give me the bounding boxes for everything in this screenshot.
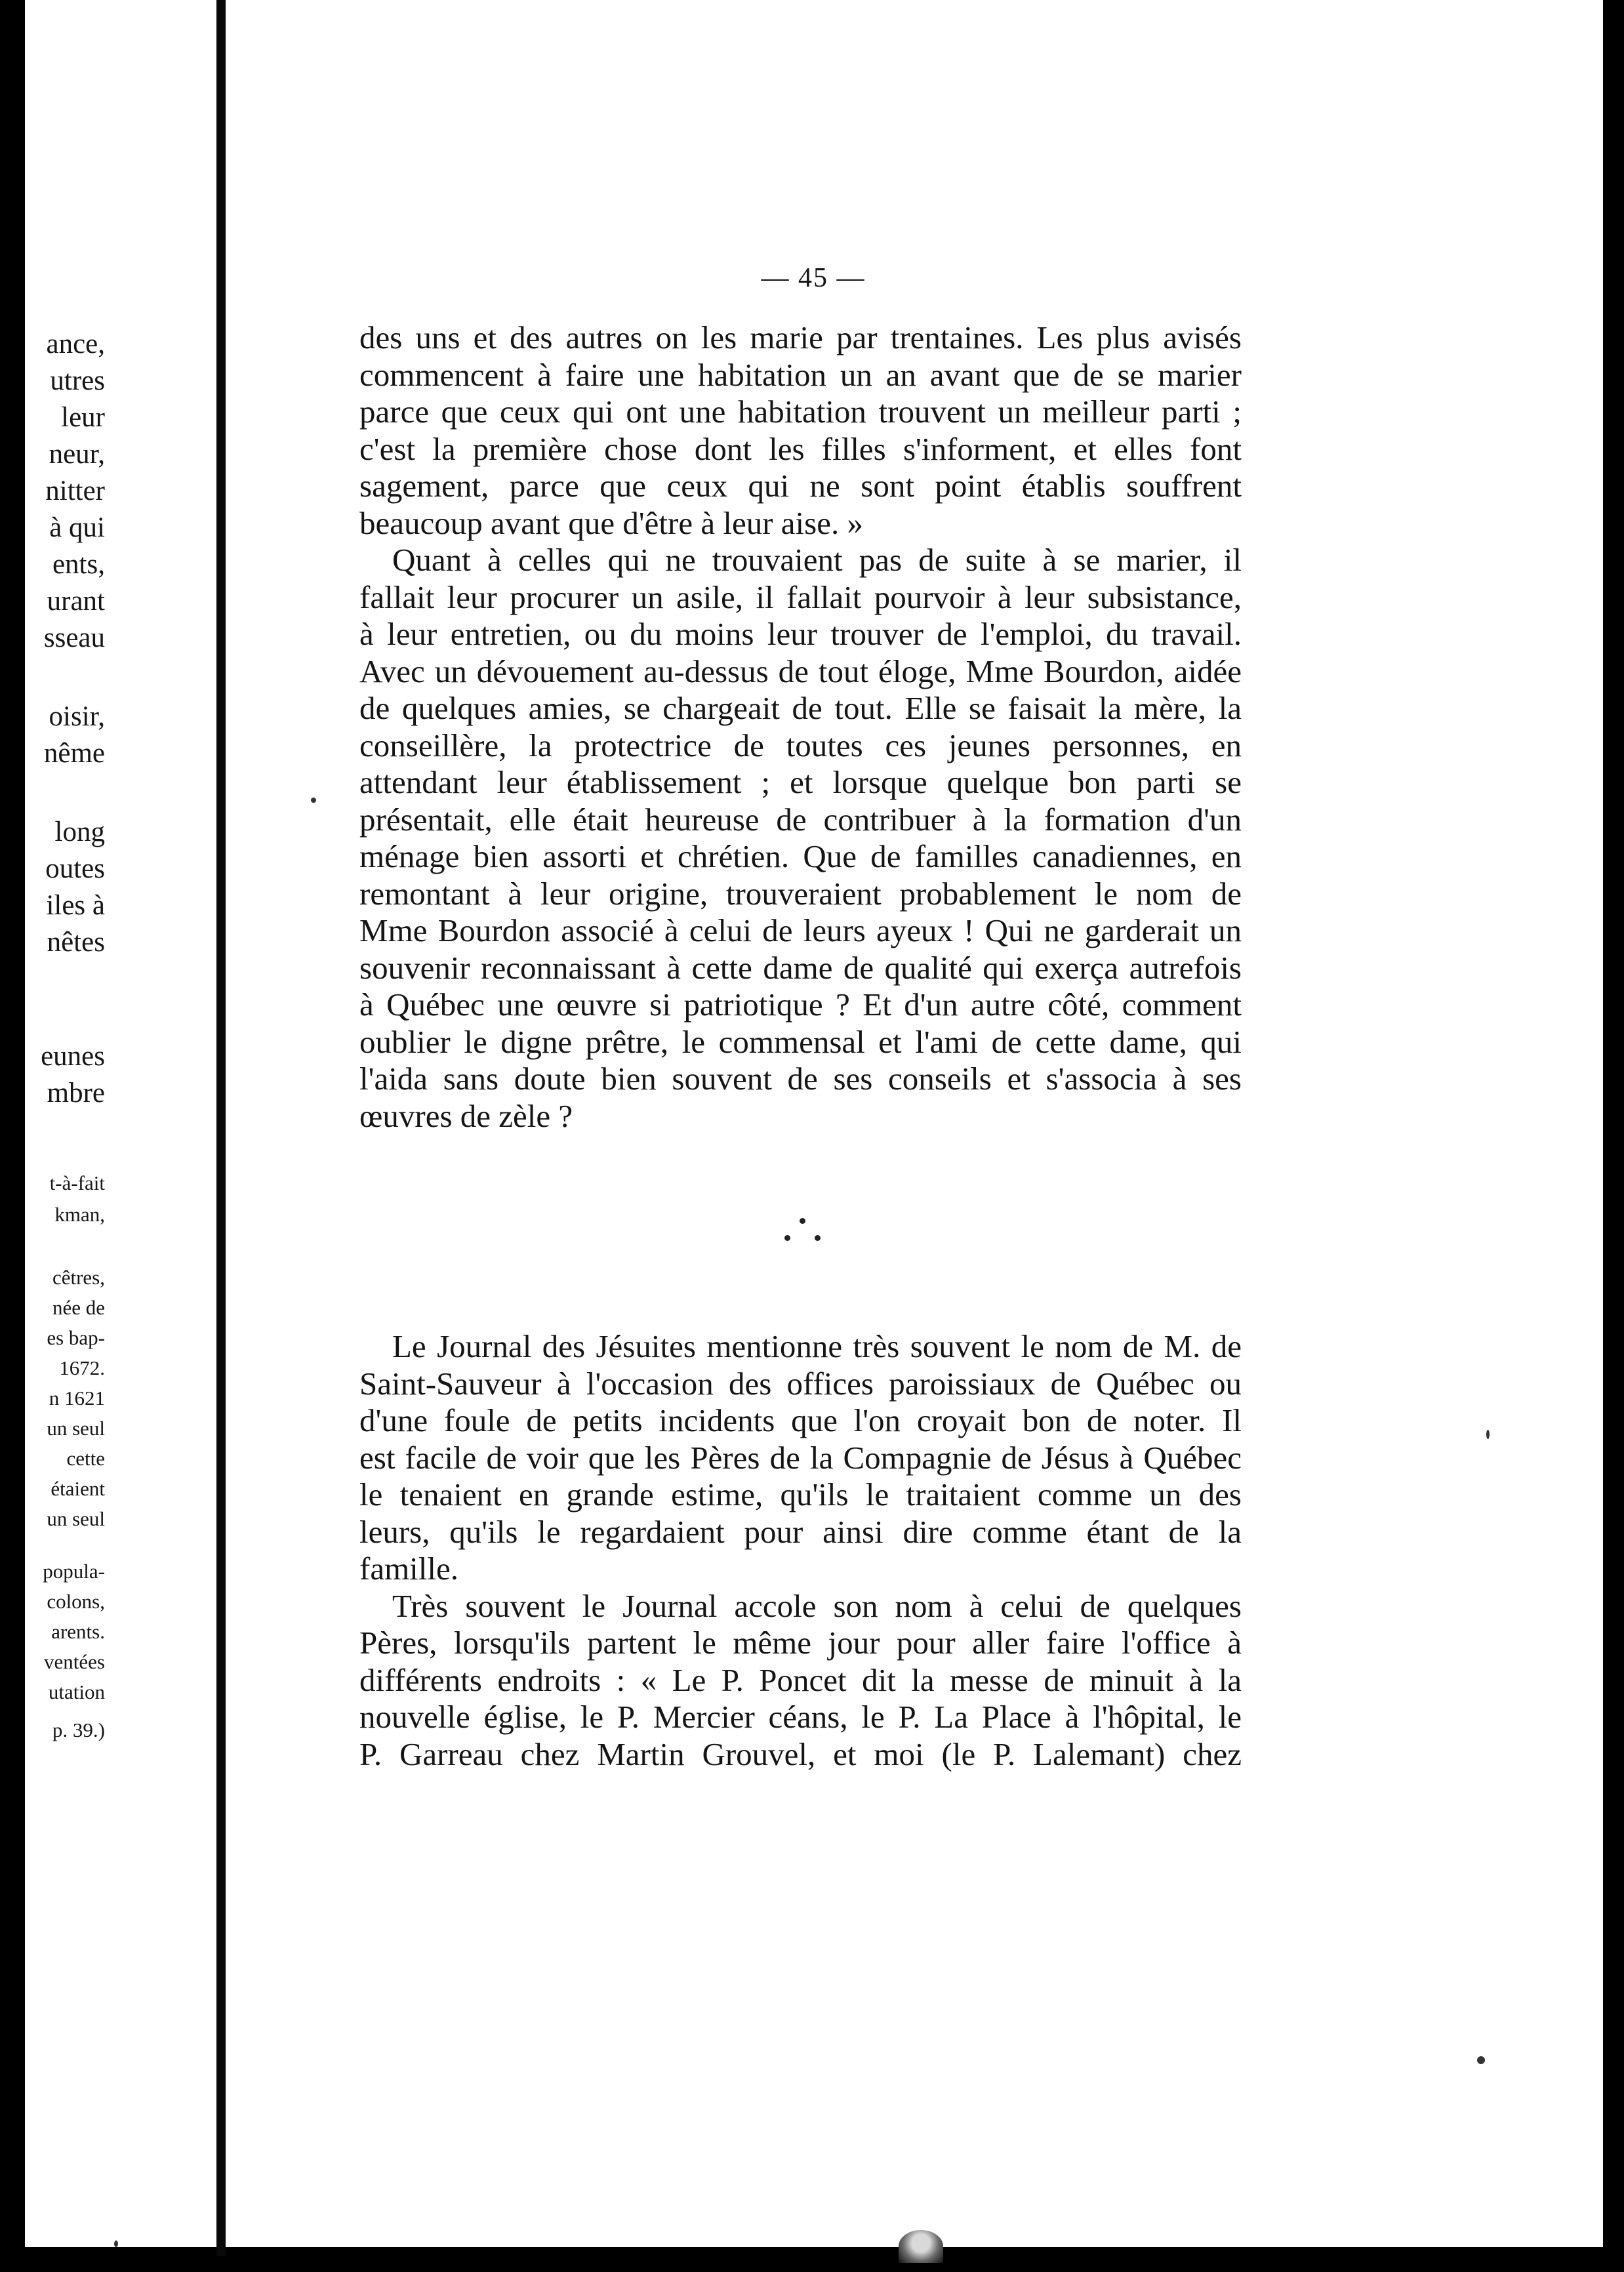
text-line: beaucoup avant que d'être à leur aise. » xyxy=(359,504,863,541)
prev-fragment: neur, xyxy=(49,439,105,470)
prev-note-fragment: t-à-fait xyxy=(49,1171,105,1194)
scan-border-bottom xyxy=(0,2247,1624,2272)
text-line: nouvelle église, le P. Mercier céans, le P. La Place à l'hôpital, le xyxy=(359,1699,1242,1735)
text-line: conseillère, la protectrice de toutes ces jeunes personnes, en xyxy=(359,727,1242,763)
text-line: Pères, lorsqu'ils partent le même jour pour aller faire l'office à xyxy=(359,1625,1242,1661)
text-line: à leur entretien, ou du moins leur trouver de l'emploi, du travail. xyxy=(359,616,1242,652)
text-line: fallait leur procurer un asile, il fallait pourvoir à leur subsistance, xyxy=(359,578,1242,615)
page-gutter xyxy=(216,0,226,2256)
prev-fragment: oisir, xyxy=(49,701,105,732)
prev-fragment: outes xyxy=(45,853,105,884)
prev-fragment: leur xyxy=(61,402,105,433)
text-line: Très souvent le Journal accole son nom à celui de quelques xyxy=(392,1587,1242,1624)
prev-fragment: ance, xyxy=(46,329,105,359)
prev-fragment: mbre xyxy=(47,1078,105,1108)
prev-fragment: urant xyxy=(47,586,105,617)
text-line: Le Journal des Jésuites mentionne très souvent le nom de M. de xyxy=(392,1328,1242,1364)
body-text-top xyxy=(359,319,1242,1135)
text-line: souvenir reconnaissant à cette dame de qualité qui exerça autrefois xyxy=(359,949,1242,986)
prev-fragment: sseau xyxy=(43,622,105,653)
prev-note-fragment: 1672. xyxy=(59,1356,105,1379)
prev-note-fragment: arents. xyxy=(51,1620,105,1643)
text-line: présentait, elle était heureuse de contribuer à la formation d'un xyxy=(359,801,1242,838)
prev-fragment: nême xyxy=(43,738,105,769)
prev-fragment: utres xyxy=(50,365,105,396)
text-line: est facile de voir que les Pères de la Compagnie de Jésus à Québec xyxy=(359,1439,1242,1476)
prev-note-fragment: popula- xyxy=(43,1560,105,1583)
prev-note-fragment: cêtres, xyxy=(52,1266,105,1289)
text-line: différents endroits : « Le P. Poncet dit la messe de minuit à la xyxy=(359,1661,1242,1698)
prev-note-fragment: un seul xyxy=(47,1507,105,1530)
text-line: remontant à leur origine, trouveraient probablement le nom de xyxy=(359,875,1242,912)
prev-note-fragment: p. 39.) xyxy=(52,1718,105,1741)
text-line: œuvres de zèle ? xyxy=(359,1097,573,1134)
text-line: sagement, parce que ceux qui ne sont point établis souffrent xyxy=(359,468,1242,504)
text-line: P. Garreau chez Martin Grouvel, et moi (le P. Lalemant) chez xyxy=(359,1735,1242,1772)
prev-fragment: long xyxy=(54,817,105,847)
scan-speck xyxy=(114,2241,118,2247)
text-line: commencent à faire une habitation un an avant que de se marier xyxy=(359,356,1242,393)
text-line: l'aida sans doute bien souvent de ses conseils et s'associa à ses xyxy=(359,1061,1242,1097)
scan-border-right xyxy=(1603,0,1624,2272)
scan-blot xyxy=(899,2230,943,2263)
page-number: — 45 — xyxy=(761,263,866,293)
prev-fragment: nitter xyxy=(45,476,105,506)
text-line: famille. xyxy=(359,1551,459,1587)
prev-fragment: iles à xyxy=(46,890,105,921)
prev-note-fragment: n 1621 xyxy=(49,1387,105,1410)
prev-note-fragment: ventées xyxy=(44,1650,105,1673)
text-line: le tenaient en grande estime, qu'ils le traitaient comme un des xyxy=(359,1476,1242,1512)
scan-speck xyxy=(311,798,316,803)
prev-note-fragment: née de xyxy=(52,1296,105,1319)
prev-note-fragment: cette xyxy=(66,1447,105,1470)
text-line: parce que ceux qui ont une habitation trouvent un meilleur parti ; xyxy=(359,394,1242,430)
prev-note-fragment: étaient xyxy=(51,1477,105,1500)
prev-fragment: à qui xyxy=(49,512,105,543)
text-line: d'une foule de petits incidents que l'on croyait bon de noter. Il xyxy=(359,1402,1242,1438)
text-line: c'est la première chose dont les filles s'informent, et elles font xyxy=(359,430,1242,467)
text-line: Avec un dévouement au-dessus de tout éloge, Mme Bourdon, aidée xyxy=(359,653,1242,689)
text-line: des uns et des autres on les marie par trentaines. Les plus avisés xyxy=(359,319,1242,355)
text-line: ménage bien assorti et chrétien. Que de familles canadiennes, en xyxy=(359,838,1242,874)
scan-border-left xyxy=(0,0,25,2272)
prev-fragment: eunes xyxy=(41,1041,105,1072)
text-line: Mme Bourdon associé à celui de leurs ayeux ! Qui ne garderait un xyxy=(359,912,1242,948)
section-break-asterism xyxy=(781,1217,833,1256)
scan-speck xyxy=(1477,2056,1485,2064)
prev-note-fragment: colons, xyxy=(47,1590,105,1613)
text-line: Saint-Sauveur à l'occasion des offices paroissiaux de Québec ou xyxy=(359,1365,1242,1402)
text-line: leurs, qu'ils le regardaient pour ainsi dire comme étant de la xyxy=(359,1513,1242,1550)
text-line: attendant leur établissement ; et lorsque quelque bon parti se xyxy=(359,764,1242,800)
previous-page-fragment xyxy=(25,0,216,2247)
prev-fragment: ents, xyxy=(52,549,105,580)
prev-note-fragment: es bap- xyxy=(47,1326,105,1349)
text-line: Quant à celles qui ne trouvaient pas de suite à se marier, il xyxy=(392,542,1242,578)
text-line: de quelques amies, se chargeait de tout. Elle se faisait la mère, la xyxy=(359,690,1242,726)
prev-note-fragment: kman, xyxy=(54,1203,105,1226)
prev-fragment: nêtes xyxy=(47,927,105,958)
prev-note-fragment: utation xyxy=(48,1680,105,1703)
text-line: à Québec une œuvre si patriotique ? Et d'un autre côté, comment xyxy=(359,986,1242,1023)
body-text-bottom xyxy=(359,1328,1242,1773)
text-line: oublier le digne prêtre, le commensal et l'ami de cette dame, qui xyxy=(359,1023,1242,1060)
scan-speck xyxy=(1486,1430,1490,1439)
prev-note-fragment: un seul xyxy=(47,1417,105,1440)
